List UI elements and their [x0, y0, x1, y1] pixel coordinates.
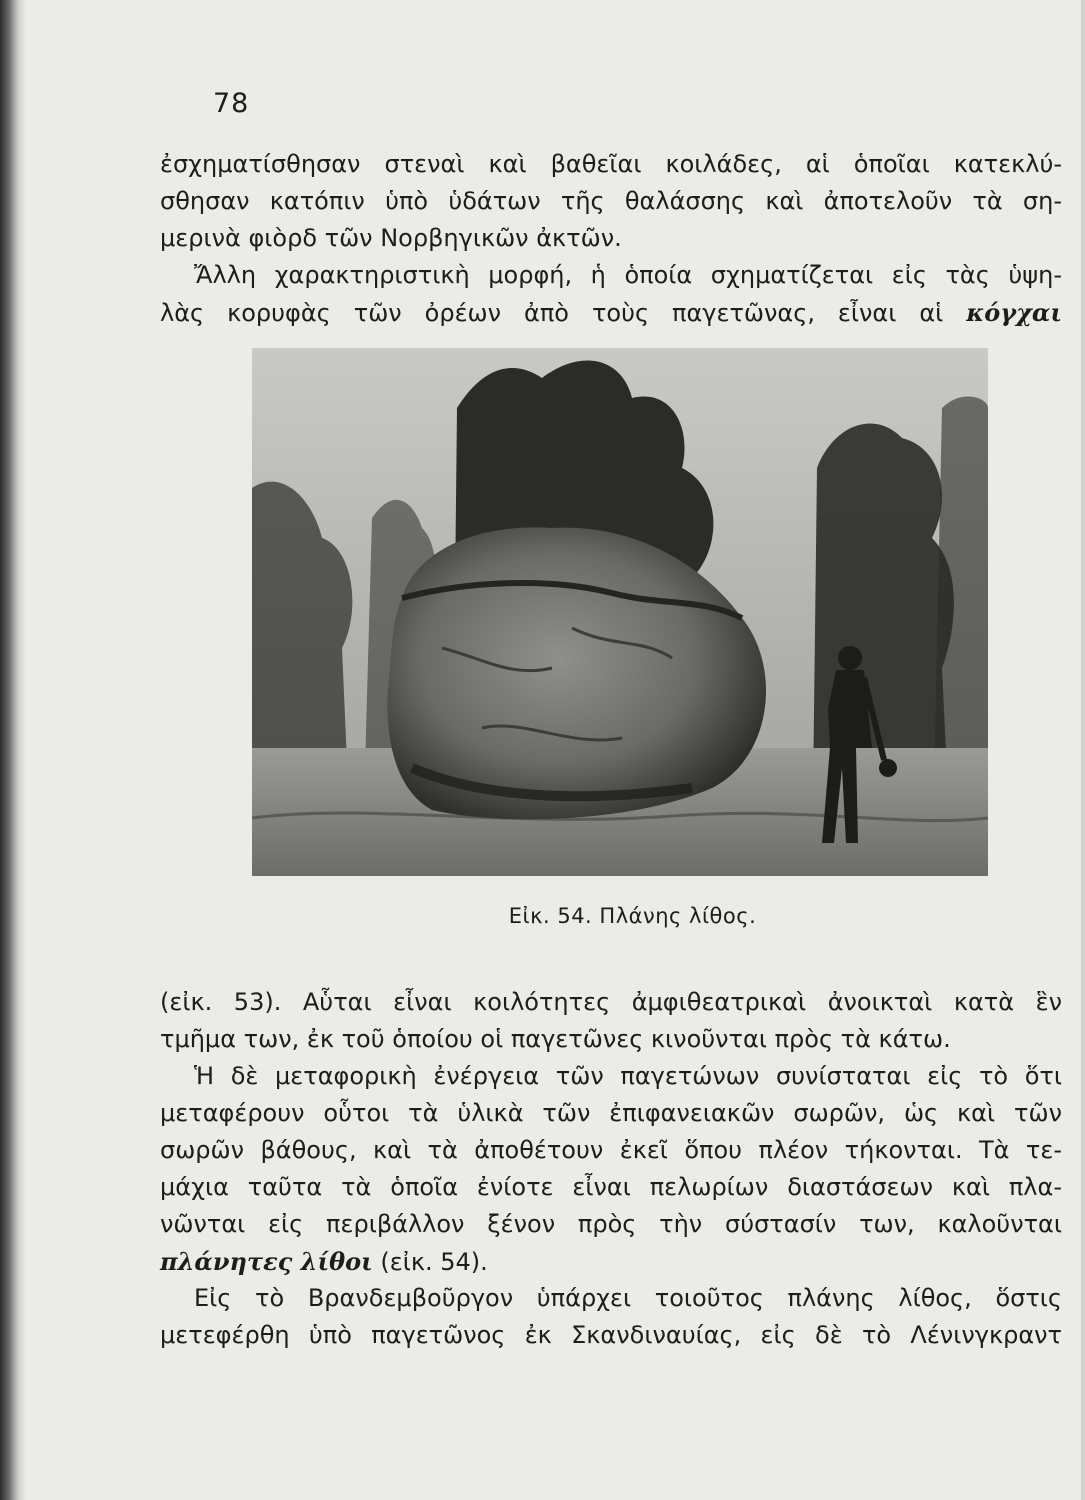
text-line: Ἡ δὲ μεταφορικὴ ἐνέργεια τῶν παγετώνων συνίσταται εἰς τὸ ὅτι	[194, 1062, 1062, 1090]
text-segment: λὰς κορυφὰς τῶν ὀρέων ἀπὸ τοὺς παγετῶνας, εἶναι αἱ	[160, 299, 944, 327]
text-line-with-term	[160, 1243, 1062, 1280]
text-line: μεταφέρουν οὗτοι τὰ ὑλικὰ τῶν ἐπιφανειακῶν σωρῶν, ὡς καὶ τῶν	[160, 1099, 1062, 1127]
text-line: Ἄλλη χαρακτηριστικὴ μορφή, ἡ ὁποία σχηματίζεται εἰς τὰς ὑψη-	[194, 261, 1062, 289]
figure-erratic-boulder-photo	[252, 348, 988, 876]
bottom-text-block	[160, 984, 1062, 1354]
figure-caption: Εἰκ. 54. Πλάνης λίθος.	[508, 904, 757, 928]
page-binding-shadow	[0, 0, 26, 1500]
text-line: ἐσχηματίσθησαν στεναὶ καὶ βαθεῖαι κοιλάδες, αἱ ὁποῖαι κατεκλύ-	[160, 150, 1062, 178]
page-right-edge	[1081, 0, 1085, 1500]
text-line: μερινὰ φιὸρδ τῶν Νορβηγικῶν ἀκτῶν.	[160, 224, 622, 252]
boulder-photo-illustration	[252, 348, 988, 876]
bold-term-planetes-lithoi: πλάνητες λίθοι	[160, 1247, 373, 1276]
text-line: σωρῶν βάθους, καὶ τὰ ἀποθέτουν ἐκεῖ ὅπου πλέον τήκονται. Τὰ τε-	[160, 1136, 1062, 1164]
text-line: μετεφέρθη ὑπὸ παγετῶνος ἐκ Σκανδιναυίας, εἰς δὲ τὸ Λένινγκραντ	[160, 1321, 1062, 1349]
top-text-block	[160, 146, 1062, 331]
text-line: (εἰκ. 53). Αὗται εἶναι κοιλότητες ἀμφιθεατρικαὶ ἀνοικταὶ κατὰ ἓν	[160, 988, 1062, 1016]
text-segment: (εἰκ. 54).	[380, 1248, 488, 1276]
text-line: τμῆμα των, ἐκ τοῦ ὁποίου οἱ παγετῶνες κινοῦνται πρὸς τὰ κάτω.	[160, 1025, 951, 1053]
text-line-with-term	[160, 294, 1062, 331]
text-line: Εἰς τὸ Βρανδεμβοῦργον ὑπάρχει τοιοῦτος πλάνης λίθος, ὅστις	[194, 1284, 1062, 1312]
text-line: μάχια ταῦτα τὰ ὁποῖα ἐνίοτε εἶναι πελωρίων διαστάσεων καὶ πλα-	[160, 1173, 1062, 1201]
bold-term-kogchai: κόγχαι	[966, 298, 1062, 327]
page-number: 78	[213, 88, 250, 119]
text-line: σθησαν κατόπιν ὑπὸ ὑδάτων τῆς θαλάσσης καὶ ἀποτελοῦν τὰ ση-	[160, 187, 1062, 215]
text-line: νῶνται εἰς περιβάλλον ξένον πρὸς τὴν σύστασίν των, καλοῦνται	[160, 1210, 1062, 1238]
